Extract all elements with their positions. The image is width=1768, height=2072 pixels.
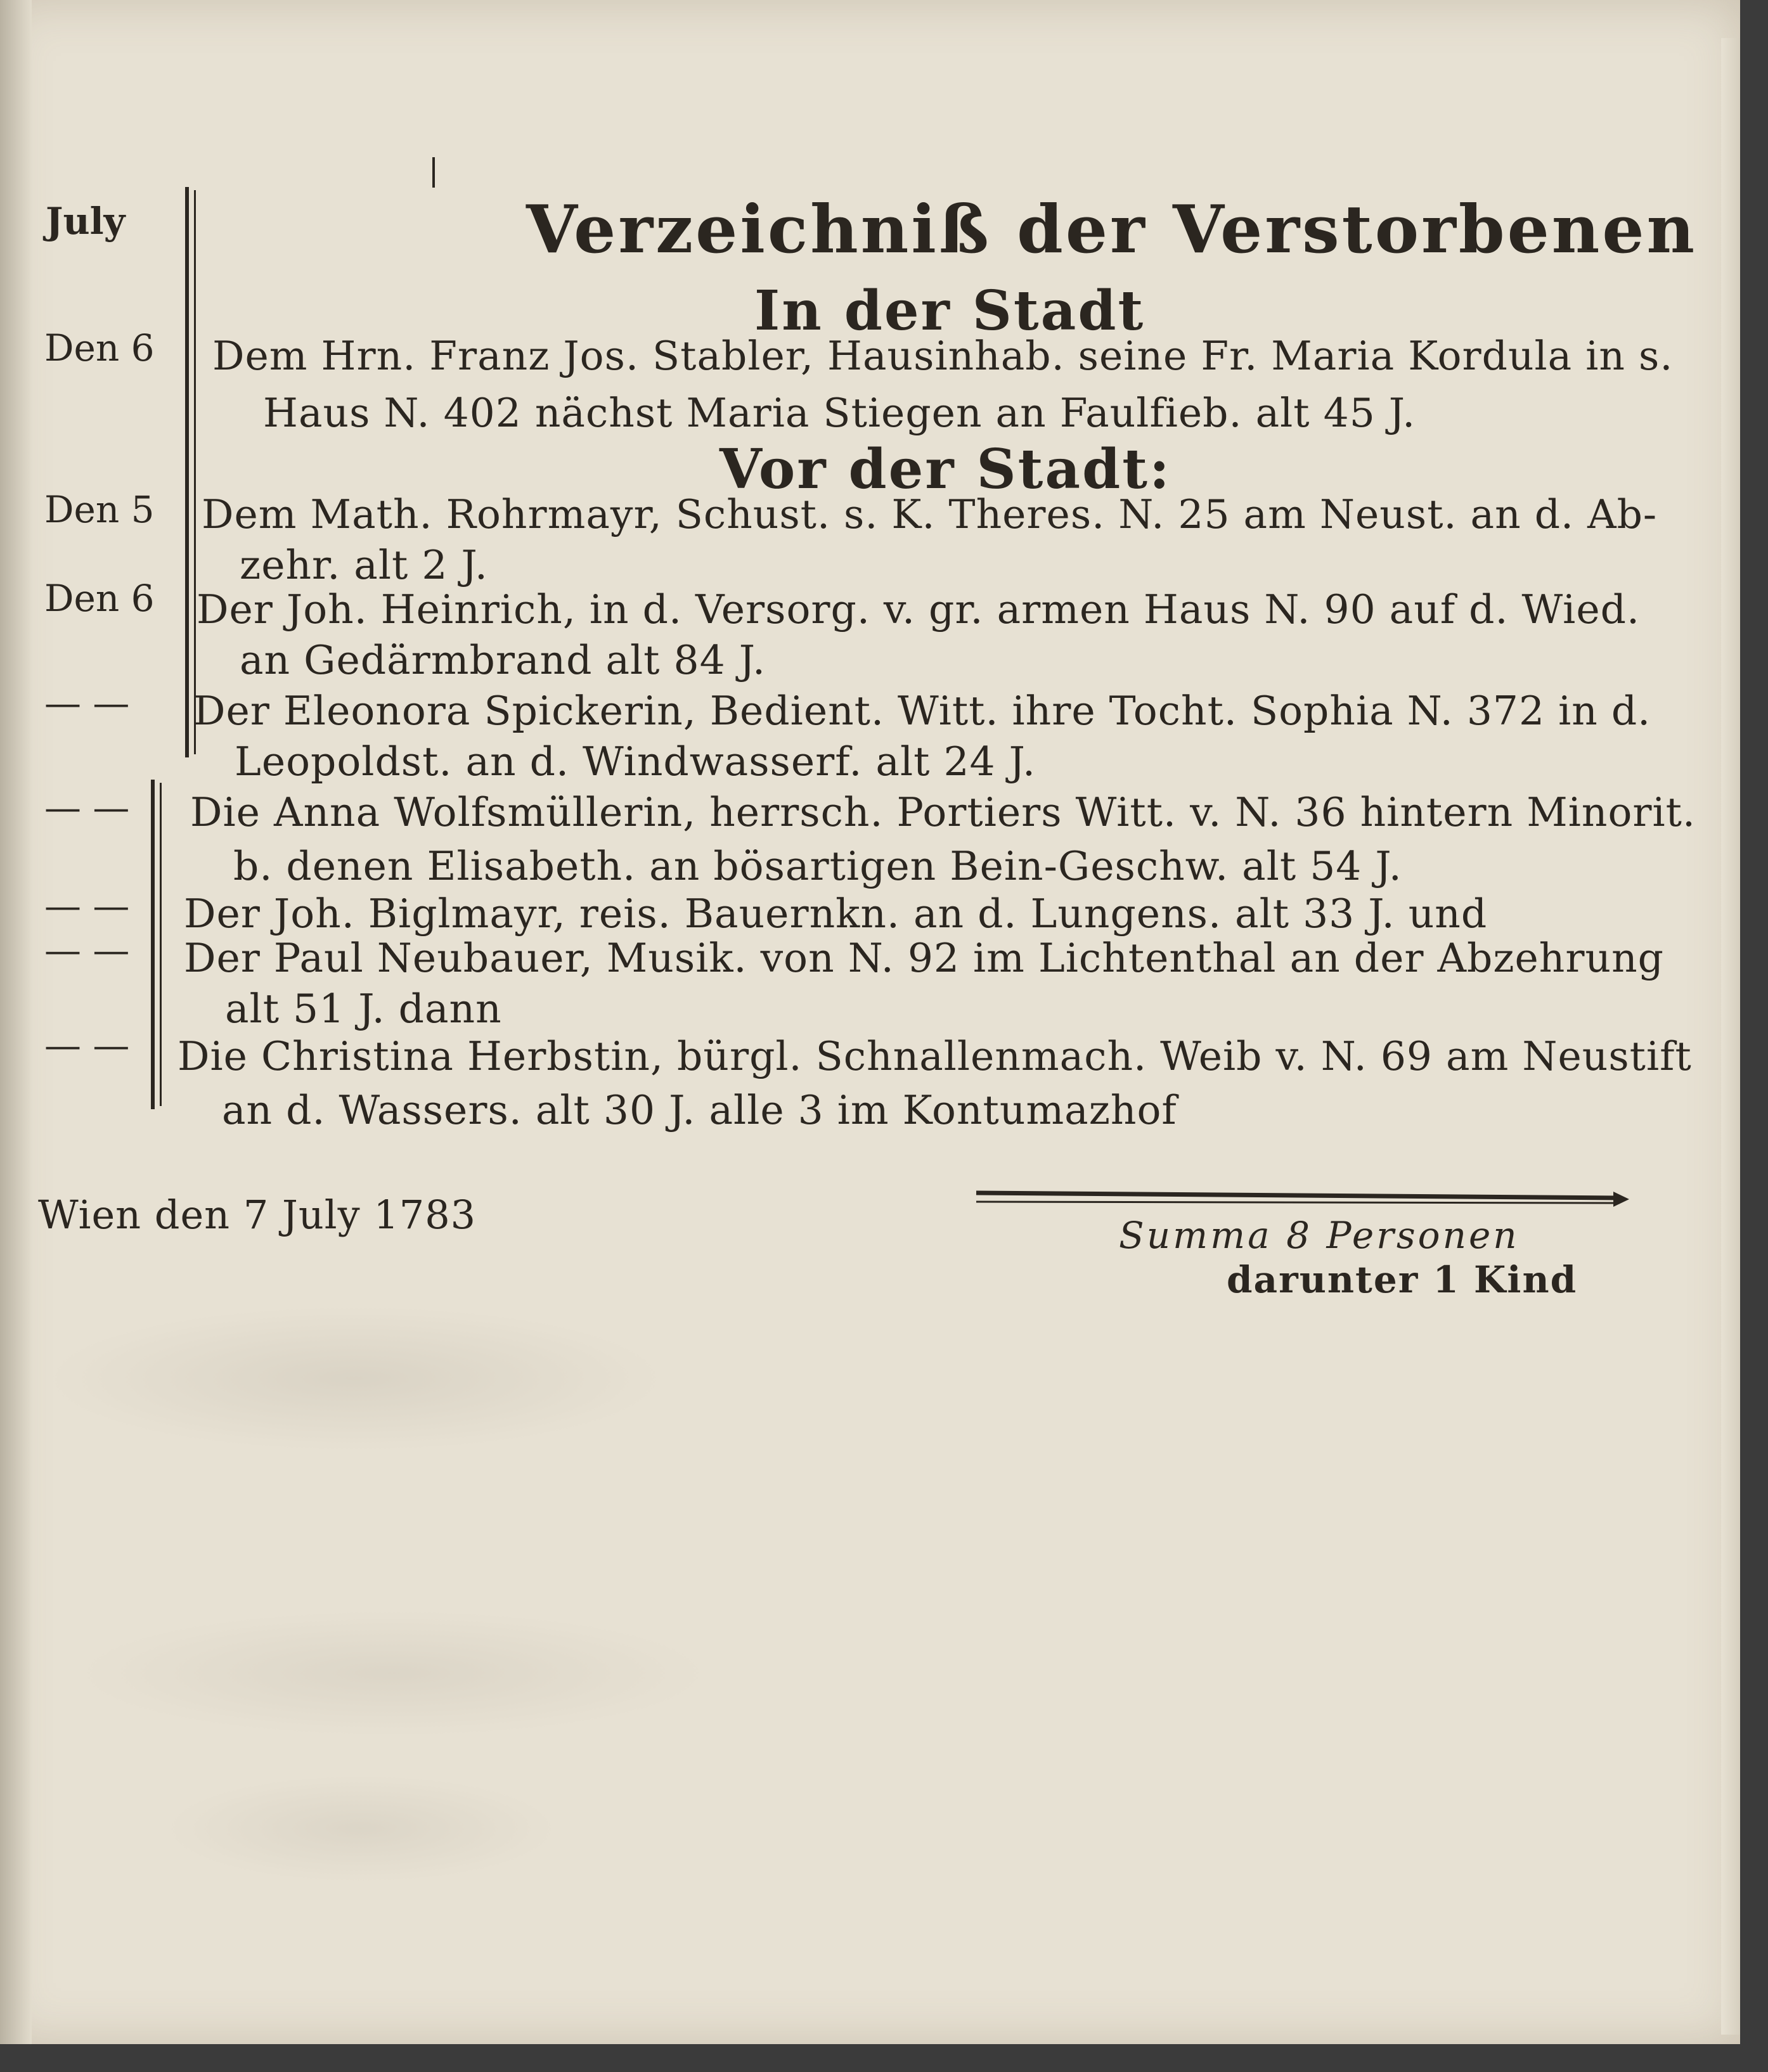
bleed-through-block-3	[165, 1775, 558, 1882]
entry-8-line-2: an d. Wassers. alt 30 J. alle 3 im Kontumazhof	[222, 1087, 1177, 1133]
footer-children: darunter 1 Kind	[1227, 1258, 1578, 1301]
margin-date-3: Den 6	[44, 577, 155, 620]
margin-date-5: — —	[44, 786, 130, 829]
entry-3-line-1: Der Joh. Heinrich, in d. Versorg. v. gr. armen Haus N. 90 auf d. Wied.	[197, 586, 1640, 633]
margin-date-1: Den 6	[44, 326, 155, 370]
entry-8-line-1: Die Christina Herbstin, bürgl. Schnallenmach. Weib v. N. 69 am Neustift	[177, 1033, 1692, 1079]
margin-date-4: — —	[44, 681, 130, 724]
decorative-rule-icon	[973, 1185, 1632, 1211]
margin-rule-lower-outer	[151, 780, 155, 1109]
margin-rule-lower-inner	[160, 783, 162, 1106]
entry-6-line-1: Der Joh. Biglmayr, reis. Bauernkn. an d. Lungens. alt 33 J. und	[184, 891, 1488, 937]
entry-1-line-1: Dem Hrn. Franz Jos. Stabler, Hausinhab. seine Fr. Maria Kordula in s.	[212, 333, 1674, 379]
section-heading-city: In der Stadt	[754, 279, 1145, 343]
margin-date-7: — —	[44, 929, 130, 972]
page-gutter-shadow	[0, 0, 32, 2044]
entry-7-line-1: Der Paul Neubauer, Musik. von N. 92 im Lichtenthal an der Abzehrung	[184, 935, 1664, 981]
entry-4-line-2: Leopoldst. an d. Windwasserf. alt 24 J.	[235, 738, 1036, 785]
entry-4-line-1: Der Eleonora Spickerin, Bedient. Witt. ihre Tocht. Sophia N. 372 in d.	[193, 688, 1651, 734]
top-tick-mark	[432, 157, 435, 188]
footer-date-line: Wien den 7 July 1783	[38, 1192, 477, 1238]
margin-date-6: — —	[44, 884, 130, 927]
bleed-through-block-2	[76, 1610, 710, 1737]
margin-rule-inner	[194, 190, 196, 754]
margin-date-2: Den 5	[44, 488, 155, 531]
entry-5-line-2: b. denen Elisabeth. an bösartigen Bein-Geschw. alt 54 J.	[233, 843, 1402, 889]
entry-5-line-1: Die Anna Wolfsmüllerin, herrsch. Portiers Witt. v. N. 36 hintern Minorit.	[190, 789, 1696, 835]
margin-rule-outer	[185, 187, 189, 757]
margin-month: July	[46, 200, 126, 243]
document-title: Verzeichniß der Verstorbenen	[526, 190, 1698, 268]
margin-date-8: — —	[44, 1024, 130, 1067]
footer-summa: Summa 8 Personen	[1119, 1214, 1520, 1257]
entry-2-line-1: Dem Math. Rohrmayr, Schust. s. K. Theres. N. 25 am Neust. an d. Ab-	[202, 491, 1658, 537]
entry-2-line-2: zehr. alt 2 J.	[240, 542, 488, 588]
bleed-through-block-1	[44, 1306, 666, 1451]
page-right-edge	[1721, 38, 1740, 2035]
section-heading-suburb: Vor der Stadt:	[719, 437, 1171, 501]
entry-3-line-2: an Gedärmbrand alt 84 J.	[240, 637, 766, 683]
entry-1-line-2: Haus N. 402 nächst Maria Stiegen an Faulfieb. alt 45 J.	[263, 390, 1416, 436]
entry-7-line-2: alt 51 J. dann	[225, 986, 502, 1032]
